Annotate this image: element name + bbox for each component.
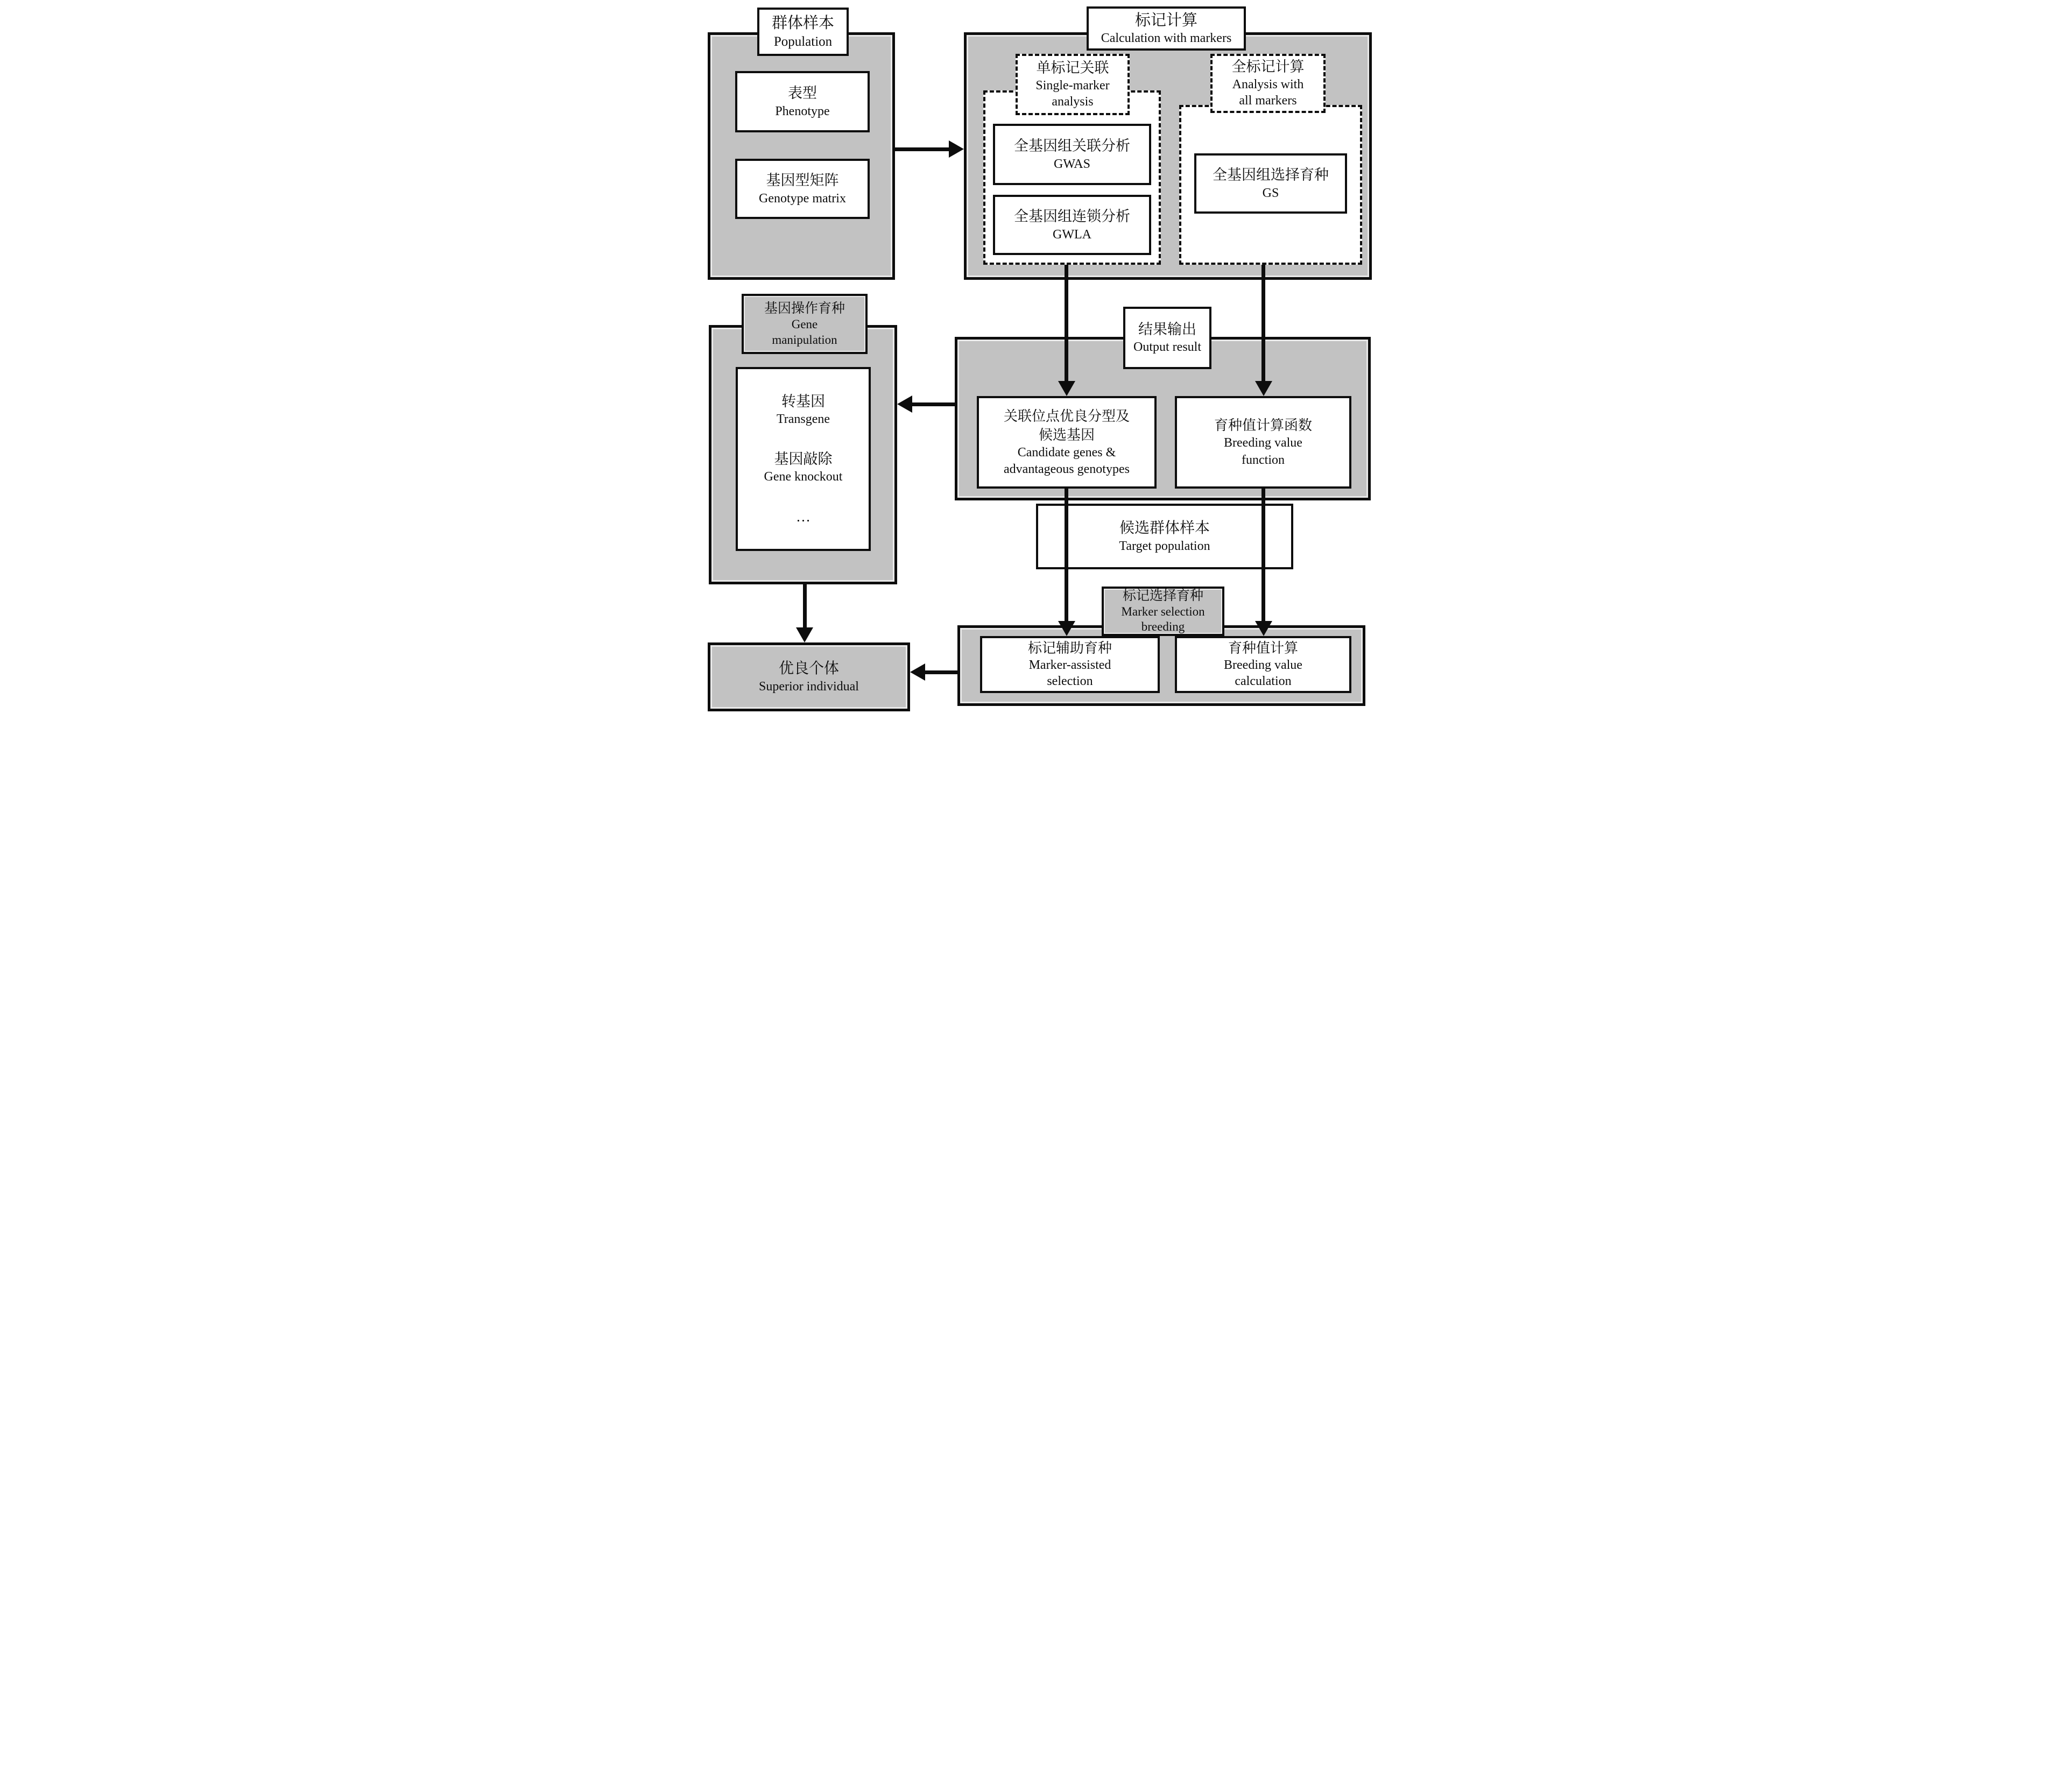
knockout-label-zh: 基因敲除 — [774, 450, 833, 467]
superior-label-zh: 优良个体 — [778, 660, 839, 677]
target-population-en: Target population — [1119, 539, 1210, 554]
candidate-label-en1: Candidate genes & — [1017, 445, 1116, 460]
single-marker-title-en2: analysis — [1052, 94, 1094, 109]
transgene-label-en: Transgene — [776, 412, 830, 427]
gene-title-zh: 基因操作育种 — [764, 301, 845, 316]
arrow-bvf-to-bvc-line — [1261, 489, 1265, 621]
calculation-title — [1087, 6, 1246, 51]
gwla-label-zh: 全基因组连锁分析 — [1014, 208, 1130, 225]
target-population-node — [1036, 504, 1293, 569]
knockout-item — [764, 449, 843, 486]
population-container — [708, 32, 895, 280]
gene-manipulation-title — [742, 294, 868, 354]
genotype-matrix-node — [735, 159, 870, 219]
all-markers-title-zh: 全标记计算 — [1231, 59, 1305, 75]
phenotype-node — [735, 71, 870, 132]
gene-title-en1: Gene — [791, 317, 818, 331]
candidate-label-zh2: 候选基因 — [1038, 427, 1095, 443]
arrow-population-to-calculation-line — [895, 147, 949, 151]
transgene-item — [777, 392, 830, 428]
arrow-markersel-to-superior-head — [910, 663, 925, 681]
arrow-gene-to-superior-line — [803, 584, 807, 627]
arrow-markersel-to-superior-line — [925, 670, 957, 674]
all-markers-title-en2: all markers — [1239, 93, 1297, 108]
marker-selection-title-en2: breeding — [1141, 620, 1185, 633]
arrow-singlemarker-to-candidate-line — [1065, 265, 1068, 382]
bvc-label-en1: Breeding value — [1224, 658, 1302, 673]
knockout-label-en: Gene knockout — [764, 470, 843, 484]
gs-label-en: GS — [1262, 186, 1279, 200]
population-title-zh: 群体样本 — [771, 15, 834, 32]
gwas-label-en: GWAS — [1053, 157, 1090, 171]
gs-node — [1194, 153, 1347, 214]
arrow-allmarkers-to-bvf-head — [1255, 381, 1272, 396]
population-title — [757, 8, 849, 56]
single-marker-title-en1: Single-marker — [1035, 78, 1110, 93]
all-markers-title — [1210, 54, 1326, 113]
arrow-candidate-to-mas-line — [1065, 489, 1068, 621]
output-title-en: Output result — [1133, 340, 1201, 354]
mas-label-zh: 标记辅助育种 — [1027, 640, 1112, 656]
candidate-genes-node — [977, 396, 1157, 489]
marker-selection-title-zh: 标记选择育种 — [1122, 589, 1203, 604]
output-title — [1123, 307, 1211, 369]
arrow-singlemarker-to-candidate-head — [1058, 381, 1075, 396]
marker-selection-title — [1102, 587, 1224, 636]
calculation-title-zh: 标记计算 — [1134, 11, 1197, 29]
arrow-output-to-gene-line — [912, 402, 955, 406]
mas-label-en2: selection — [1047, 674, 1093, 689]
bvf-label-zh: 育种值计算函数 — [1214, 418, 1312, 434]
superior-label-en: Superior individual — [759, 680, 859, 694]
arrow-population-to-calculation-head — [949, 140, 964, 158]
bvc-label-zh: 育种值计算 — [1228, 640, 1298, 656]
marker-selection-title-en1: Marker selection — [1121, 605, 1205, 619]
target-population-zh: 候选群体样本 — [1119, 519, 1210, 536]
genotype-label-zh: 基因型矩阵 — [766, 172, 839, 189]
arrow-allmarkers-to-bvf-line — [1261, 265, 1265, 382]
phenotype-label-en: Phenotype — [775, 104, 830, 118]
gwas-label-zh: 全基因组关联分析 — [1014, 138, 1130, 154]
arrow-candidate-to-mas-head — [1058, 621, 1075, 636]
genotype-label-en: Genotype matrix — [759, 191, 846, 206]
candidate-label-en2: advantageous genotypes — [1004, 462, 1130, 477]
gwla-node — [993, 195, 1151, 255]
marker-assisted-selection-node — [980, 636, 1160, 693]
gene-title-en2: manipulation — [772, 333, 837, 347]
population-title-en: Population — [773, 34, 833, 49]
single-marker-title-zh: 单标记关联 — [1036, 60, 1109, 76]
all-markers-title-en1: Analysis with — [1232, 77, 1304, 91]
arrow-gene-to-superior-head — [796, 627, 813, 642]
transgene-label-zh: 转基因 — [781, 393, 825, 409]
breeding-value-calculation-node — [1175, 636, 1351, 693]
bvf-label-en2: function — [1242, 453, 1285, 467]
gs-label-zh: 全基因组选择育种 — [1213, 167, 1329, 183]
bvf-label-en1: Breeding value — [1224, 436, 1302, 450]
arrow-bvf-to-bvc-head — [1255, 621, 1272, 636]
breeding-value-function-node — [1175, 396, 1351, 489]
calculation-title-en: Calculation with markers — [1101, 31, 1232, 46]
candidate-label-zh1: 关联位点优良分型及 — [1003, 408, 1130, 424]
superior-individual-node — [708, 642, 910, 711]
gene-more-label: … — [796, 508, 811, 525]
output-title-zh: 结果输出 — [1138, 321, 1196, 338]
phenotype-label-zh: 表型 — [788, 85, 817, 102]
bvc-label-en2: calculation — [1235, 674, 1292, 689]
mas-label-en1: Marker-assisted — [1028, 658, 1111, 673]
gene-methods-node — [736, 367, 871, 551]
arrow-output-to-gene-head — [897, 395, 912, 413]
gwas-node — [993, 124, 1151, 185]
gwla-label-en: GWLA — [1053, 227, 1091, 242]
breeding-flow-diagram — [622, 0, 1450, 716]
single-marker-title — [1016, 54, 1130, 115]
